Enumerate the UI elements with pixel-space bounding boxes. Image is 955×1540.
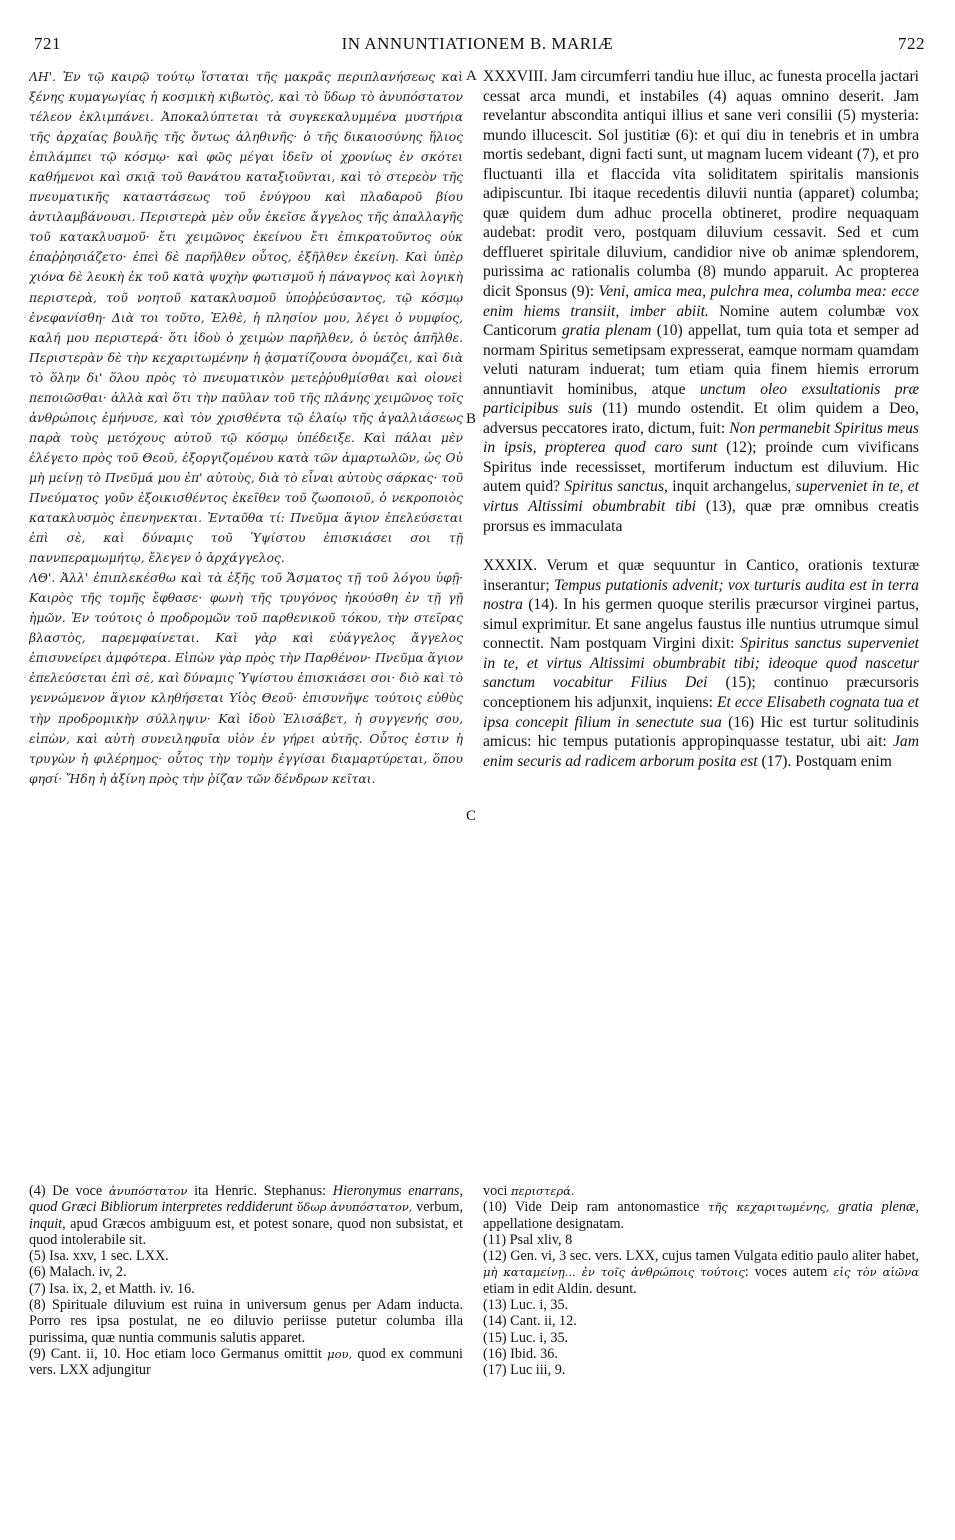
footnote-4: (4) De voce ἀνυπόστατον ita Henric. Stephanus: Hieronymus enarrans, quod Græci Bibliorum interpretes reddiderunt ὕδωρ ἀνυπόστατον, verbum, inquit, apud Græcos ambiguum est, et potest sonare, quod non subsistat, et quod intolerabile sit. xyxy=(29,1183,464,1248)
footnote-16: (16) Ibid. 36. xyxy=(483,1345,558,1362)
greek-paragraph-39: ΛΘ'. Ἀλλ' ἐπιπλεκέσθω καὶ τὰ ἑξῆς τοῦ Ἄσματος τῇ τοῦ λόγου ὑφῇ· Καιρὸς τῆς τομῆς ἔφθασε· φωνὴ τῆς τρυγόνος ἠκούσθη ἐν τῇ γῇ ἡμῶν. Ἐν τούτοις ὁ προδρομῶν τοῦ παρθενικοῦ τόκου, τὴν στεῖρας βλαστὸς, παρεμφαίνεται. Καὶ γὰρ καὶ εὐάγγελος ἄγγελος ἐπισυνείρει ἀμφότερα. Εἰπὼν γὰρ πρὸς τὴν Παρθένον· Πνεῦμα ἅγιον ἐπελεύσεται ἐπὶ σὲ, καὶ δύναμις Ὑψίστου ἐπισκιάσει σοι· διὸ καὶ τὸ γεννώμενον ἅγιον κληθήσεται Υἱὸς Θεοῦ· ἐπισυνῆψε τούτοις εὐθὺς τὴν προδρομικὴν σύλληψιν· Καὶ ἰδοὺ Ἐλισάβετ, ἡ συγγενής σου, εἰπὼν, καὶ αὐτὴ συνειληφυῖα υἱὸν ἐν γήρει αὐτῆς. Οὗτος ἐστιν ἡ τρυγὼν ἡ φιλέρημος· οὗτος τὴν τομὴν ἐγγίσαι διαμαρτύρεται, ὅπου φησί· Ἤδη ἡ ἀξίνη πρὸς τὴν ῥίζαν τῶν δένδρων κεῖται. xyxy=(29,571,463,786)
page-number-left: 721 xyxy=(34,34,61,53)
margin-mark-b: B xyxy=(466,411,477,427)
running-header xyxy=(30,26,925,52)
footnote-17: (17) Luc iii, 9. xyxy=(483,1362,566,1379)
page-number-right: 722 xyxy=(898,34,925,53)
footnote-10: (10) Vide Deip ram antonomastice τῆς κεχαριτωμένης, gratia plenæ, appellatione designatam. xyxy=(483,1199,919,1232)
footnote-5: (5) Isa. xxv, 1 sec. LXX. xyxy=(29,1248,169,1265)
margin-mark-c: C xyxy=(466,808,477,824)
footnote-8: (8) Spirituale diluvium est ruina in universum genus per Adam inducta. Porro res ipsa postulat, ne eo diluvio periisse putetur columba illa purissima, quæ nuntia communis salutis apparet. xyxy=(29,1297,463,1346)
footnote-6: (6) Malach. iv, 2. xyxy=(29,1264,127,1281)
footnote-11: (11) Psal xliv, 8 xyxy=(483,1231,573,1248)
footnote-14: (14) Cant. ii, 12. xyxy=(483,1313,577,1330)
footnotes-left xyxy=(29,1183,463,1379)
latin-column xyxy=(483,67,919,771)
latin-paragraph-39: XXXIX. Verum et quæ sequuntur in Cantico, orationis texturæ inserantur; Tempus putationis advenit; vox turturis audita est in terra nostra (14). In his germen quoque sterilis præcursor virginei partus, simul exprimitur. Et sane angelus faustus ille nuntius utrumque simul connectit. Nam postquam Virgini dixit: Spiritus sanctus superveniet in te, et virtus Altissimi obumbrabit tibi; ideoque quod nascetur sanctum vocabitur Filius Dei (15); continuo præcursoris conceptionem his adjunxit, inquiens: Et ecce Elisabeth cognata tua et ipsa concepit filium in senectute sua (16) Hic est turtur solitudinis amicus: hic tempus putationis appropinquasse testatur, ubi ait: Jam enim securis ad radicem arborum posita est (17). Postquam enim xyxy=(483,557,919,770)
footnotes-right xyxy=(483,1183,919,1379)
footnote-13: (13) Luc. i, 35. xyxy=(483,1297,569,1314)
latin-paragraph-38: XXXVIII. Jam circumferri tandiu hue illuc, ac funesta procella jactari cessat arca mundi, et instabiles (4) aquas omnino deserit. Jam revelantur abscondita antiqui illius et sane veri consilii (5) mysteria: mundo illucescit. Sol justitiæ (6): et qui diu in tenebris et in umbra mortis sedebant, digni facti sunt, ut magnam lucem videant (7), et pro fluctuanti illa et flaccida vita soliditatem spiritalis mansionis adipiscuntur. Ibi itaque recedentis diluvii nuntia (apparet) columba; quæ quidem dum adhuc procella obtineret, prodire nequaquam audebat: prodit vero, postquam diluvium cessavit. Sed et cum defflueret spiritale diluvium, candidior nive ob animæ splendorem, purissima ac rationalis columba (8) mundo apparuit. Ac propterea dicit Sponsus (9): Veni, amica mea, pulchra mea, columba mea: ecce enim hiems transiit, imber abiit. Nomine autem columbæ vox Canticorum gratia plenam (10) appellat, tum quia tota et semper ad normam Spiritus semetipsam expresserat, eamque normam quamdam veluti naturam induerat; tum etiam quia finem hiemis errorum annuntiavit hominibus, atque unctum oleo exsultationis præ participibus suis (11) mundo ostendit. Et olim quidem a Deo, adversus peccatores irato, dictum, fuit: Non permanebit Spiritus meus in ipsis, propterea quod caro sunt (12); proinde cum vivificans Spiritus inde recessisset, mortiferum inductum est diluvium. Hic autem quid? Spiritus sanctus, inquit archangelus, superveniet in te, et virtus Altissimi obumbrabit tibi (13), quæ præ omnibus creatis prorsus es immaculata xyxy=(483,68,919,535)
footnote-7: (7) Isa. ix, 2, et Matth. iv. 16. xyxy=(29,1280,195,1297)
footnote-15: (15) Luc. i, 35. xyxy=(483,1329,569,1346)
footnote-9: (9) Cant. ii, 10. Hoc etiam loco Germanus omittit μου, quod ex communi vers. LXX adjungitur xyxy=(29,1345,463,1379)
margin-mark-a: A xyxy=(466,68,477,84)
greek-column xyxy=(29,67,463,789)
footnote-9-continued: voci περιστερά. xyxy=(483,1183,575,1199)
greek-paragraph-38: ΛΗ'. Ἐν τῷ καιρῷ τούτῳ ἵσταται τῆς μακρᾶς περιπλανήσεως καὶ ξένης κυμαγωγίας ἡ κοσμικὴ κιβωτὸς, καὶ τὸ ὕδωρ τὸ ἀνυπόστατον τέλεον ἐκλιμπάνει. Ἀποκαλύπτεται τὰ συγκεκαλυμμένα μυστήρια τῆς ἀρχαίας βουλῆς τῆς ὄντως ἀληθινῆς· ὁ τῆς δικαιοσύνης ἥλιος ἐπιλάμπει τῷ κόσμῳ· καὶ φῶς μέγαι ἰδεῖν οἱ χρονίως ἐν σκότει καθήμενοι καὶ σκιᾷ τοῦ θανάτου καταξιοῦνται, καὶ τὸ στερεὸν τῆς πνευματικῆς καταστάσεως τοῦ ἐνύγρου καὶ πλαδαροῦ βίου ἀντιλαμβάνουσι. Περιστερὰ μὲν οὖν ἐκεῖσε ἄγγελος τῆς ἀπαλλαγῆς τοῦ κατακλυσμοῦ· ἔτι χειμῶνος ἐκείνου ἔτι ἐπικρατοῦντος οὐκ ἐπαῤῥησιάζετο· ἐπεὶ δὲ παρῆλθεν οὗτος, ἐξῆλθεν ἐκείνη. Καὶ ὑπὲρ χιόνα δὲ λευκὴ ἐκ τοῦ κατὰ ψυχὴν φωτισμοῦ ἡ πάναγνος καὶ λογικὴ περιστερὰ, τοῦ νοητοῦ κατακλυσμοῦ ὑποῤῥεύσαντος, τῷ κόσμῳ ἐνεφανίσθη· Διὰ τοι τοῦτο, Ἐλθὲ, ἡ πλησίον μου, λέγει ὁ νυμφίος, καλή μου περιστερά· ὅτι ἰδοὺ ὁ χειμὼν παρῆλθεν, ὁ ὑετὸς ἀπῆλθε. Περιστερὰν δὲ τὴν κεχαριτωμένην ἡ ᾀσματίζουσα ὀνομάζει, καὶ διὰ τὸ ὅλην δι' ὅλου πρὸς τὸ πνευματικὸν μετεῤῥυθμίσθαι καὶ οἰονεὶ πεποιῶσθαι· ἀλλὰ καὶ ὅτι τὴν παῦλαν τοῦ τῆς πλάνης χειμῶνος τοῖς ἀνθρώποις ἐμήνυσε, καὶ τὸν χρισθέντα τῷ ἐλαίῳ τῆς ἀγαλλιάσεως παρὰ τοὺς μετόχους αὐτοῦ τῷ κόσμῳ ὑπέδειξε. Καὶ πάλαι μὲν ἐλέγετο πρὸς τοῦ Θεοῦ, ἐξοργιζομένου κατὰ τῶν ἁμαρτωλῶν, ὡς Οὐ μὴ μείνῃ τὸ Πνεῦμά μου ἐπ' αὐτοὺς, διὰ τὸ εἶναι αὐτοὺς σάρκας· τοῦ Πνεύματος γοῦν ἐξοικισθέντος ἐκεῖθεν τοῦ ζωοποιοῦ, ὁ νεκροποιὸς κατακλυσμὸς ἐπενηνεκται. Ἐνταῦθα τί: Πνεῦμα ἅγιον ἐπελεύσεται ἐπὶ σὲ, καὶ δύναμις τοῦ Ὑψίστου ἐπισκιάσει σοι τῇ παννπεραμωμήτῳ, ἔλεγεν ὁ ἀρχάγγελος. xyxy=(29,70,463,566)
footnote-12: (12) Gen. vi, 3 sec. vers. LXX, cujus tamen Vulgata editio paulo aliter habet, μὴ καταμείνῃ... ἐν τοῖς ἀνθρώποις τούτοις: voces autem εἰς τὸν αἰῶνα etiam in edit Aldin. desunt. xyxy=(483,1248,919,1297)
running-title: IN ANNUNTIATIONEM B. MARIÆ xyxy=(341,34,614,53)
